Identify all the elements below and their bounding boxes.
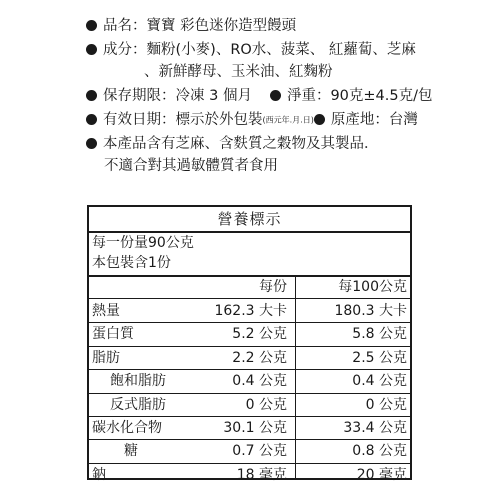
product-name: 品名：寶寶 彩色迷你造型饅頭 bbox=[103, 18, 297, 34]
bullet-icon bbox=[86, 138, 97, 149]
nutrient-name: 碳水化合物 bbox=[92, 420, 162, 436]
value-per-serving: 5.2 公克 bbox=[232, 326, 287, 343]
nutrient-name: 飽和脂肪 bbox=[110, 373, 166, 390]
expiry-format-note: (西元年.月.日) bbox=[262, 115, 314, 125]
net-weight: 淨重：90克±4.5克/包 bbox=[286, 88, 433, 104]
storage-period: 保存期限：冷凍 3 個月 bbox=[103, 88, 252, 104]
value-per-serving: 0 公克 bbox=[245, 396, 287, 413]
value-per-100g: 0.4 公克 bbox=[352, 373, 407, 390]
header-per-serving: 每份 bbox=[259, 279, 287, 295]
bullet-icon bbox=[270, 90, 281, 101]
bullet-icon bbox=[86, 90, 97, 101]
allergen-continuation bbox=[104, 154, 278, 175]
allergen-warning-2: 不適合對其過敏體質者食用 bbox=[104, 158, 278, 174]
row-divider bbox=[89, 416, 410, 417]
value-per-serving: 18 毫克 bbox=[236, 466, 287, 483]
serving-size: 每一份量90公克 bbox=[92, 235, 194, 251]
value-per-100g: 0 公克 bbox=[365, 396, 407, 413]
ingredients-text: 成分：麵粉(小麥)、RO水、菠菜、 紅蘿蔔、芝麻 bbox=[103, 42, 416, 58]
value-per-100g: 0.8 公克 bbox=[352, 443, 407, 460]
column-divider bbox=[295, 277, 296, 478]
divider bbox=[89, 298, 410, 299]
ingredients-line bbox=[86, 38, 416, 59]
ingredients-text-2: 、新鮮酵母、玉米油、紅麴粉 bbox=[144, 64, 333, 80]
value-per-100g: 2.5 公克 bbox=[352, 349, 407, 366]
bullet-icon bbox=[86, 20, 97, 31]
nutrition-facts-panel bbox=[87, 205, 412, 483]
ingredients-continuation bbox=[144, 60, 333, 81]
origin: 原產地：台灣 bbox=[330, 112, 418, 128]
value-per-100g: 5.8 公克 bbox=[352, 326, 407, 343]
allergen-line bbox=[86, 132, 379, 153]
nutrient-name: 反式脂肪 bbox=[110, 396, 166, 413]
bullet-icon bbox=[86, 114, 97, 125]
bullet-icon bbox=[314, 114, 325, 125]
row-divider bbox=[89, 369, 410, 370]
value-per-serving: 2.2 公克 bbox=[232, 349, 287, 366]
value-per-serving: 30.1 公克 bbox=[223, 420, 287, 436]
value-per-100g: 33.4 公克 bbox=[343, 420, 407, 436]
header-per-100g: 每100公克 bbox=[338, 279, 407, 295]
expiry-date: 有效日期：標示於外包裝 bbox=[103, 112, 263, 128]
row-divider bbox=[89, 393, 410, 394]
value-per-100g: 20 毫克 bbox=[356, 466, 407, 483]
nutrition-title: 營養標示 bbox=[217, 210, 282, 228]
value-per-serving: 162.3 大卡 bbox=[214, 303, 287, 319]
row-divider bbox=[89, 463, 410, 464]
nutrient-name: 鈉 bbox=[92, 466, 106, 483]
product-name-line bbox=[86, 14, 296, 35]
bullet-icon bbox=[86, 44, 97, 55]
value-per-serving: 0.7 公克 bbox=[232, 443, 287, 460]
nutrient-name: 熱量 bbox=[92, 303, 120, 319]
nutrient-name: 糖 bbox=[124, 443, 138, 460]
row-divider bbox=[89, 439, 410, 440]
row-divider bbox=[89, 322, 410, 323]
servings-per-pack: 本包裝含1份 bbox=[92, 255, 171, 271]
allergen-warning: 本產品含有芝麻、含麩質之穀物及其製品． bbox=[103, 136, 379, 152]
value-per-100g: 180.3 大卡 bbox=[334, 303, 407, 319]
value-per-serving: 0.4 公克 bbox=[232, 373, 287, 390]
storage-weight-line bbox=[86, 84, 433, 105]
row-divider bbox=[89, 346, 410, 347]
nutrient-name: 脂肪 bbox=[92, 349, 120, 366]
expiry-origin-line bbox=[86, 108, 418, 129]
nutrient-name: 蛋白質 bbox=[92, 326, 134, 343]
